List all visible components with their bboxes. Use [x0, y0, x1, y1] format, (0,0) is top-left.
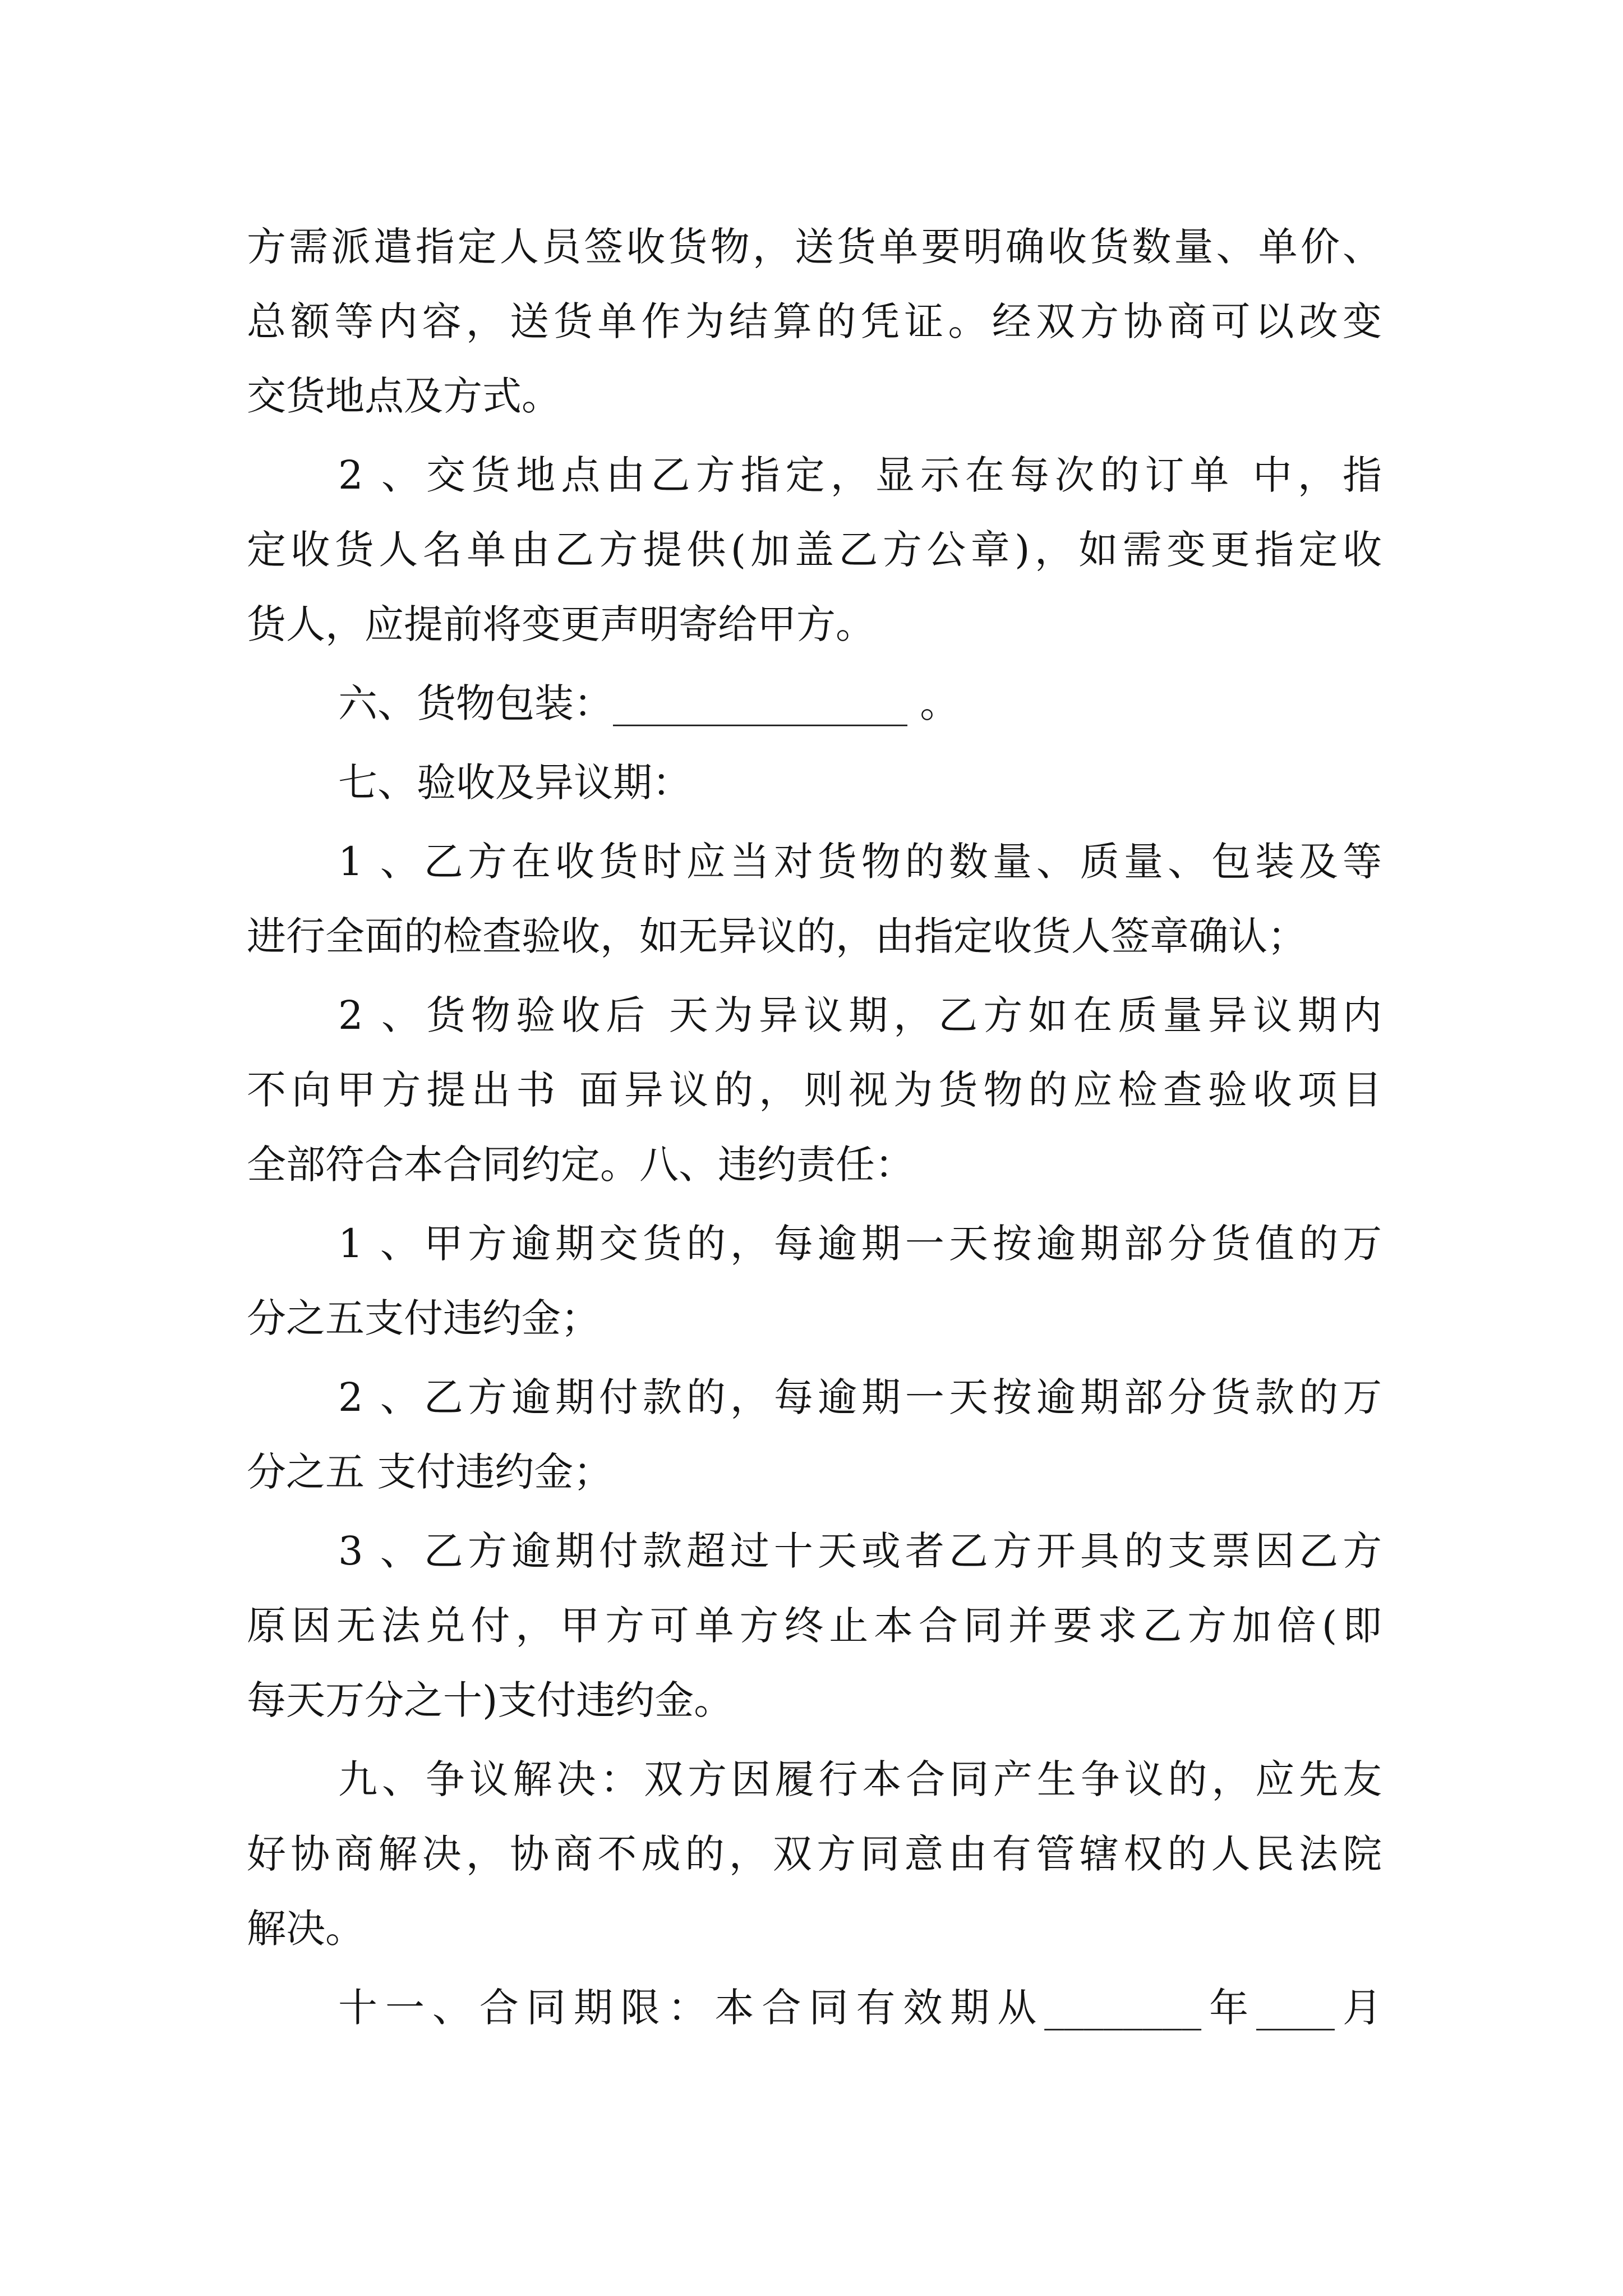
paragraph-liability-1 — [247, 1207, 1382, 1356]
text-line: 分之五支付违约金； — [247, 1295, 600, 1341]
text-line: 分之五 支付违约金； — [247, 1449, 613, 1495]
paragraph-contract-term — [247, 1971, 1382, 2045]
text-line: 进行全面的检查验收，如无异议的，由指定收货人签章确认； — [247, 913, 1307, 959]
text-line: 好协商解决，协商不成的，双方同意由有管辖权的人民法院 — [247, 1831, 1382, 1877]
paragraph-liability-2 — [247, 1360, 1382, 1510]
text-line: 解决。 — [247, 1906, 365, 1952]
paragraph-delivery-location — [247, 438, 1382, 662]
document-body — [247, 210, 1382, 2045]
text-line: 九、争议解决：双方因履行本合同产生争议的，应先友 — [338, 1756, 1382, 1802]
text-line: 定收货人名单由乙方提供(加盖乙方公章)，如需变更指定收 — [247, 527, 1382, 573]
text-line: 总额等内容，送货单作为结算的凭证。经双方协商可以改变 — [247, 298, 1382, 344]
text-line: 1 、乙方在收货时应当对货物的数量、质量、包装及等 — [338, 839, 1382, 885]
section-heading-packaging — [247, 666, 1382, 741]
text-line: 2 、乙方逾期付款的，每逾期一天按逾期部分货款的万 — [338, 1374, 1382, 1420]
paragraph-dispute-resolution — [247, 1742, 1382, 1966]
paragraph-acceptance-2 — [247, 978, 1382, 1202]
text-line: 七、验收及异议期： — [338, 760, 691, 806]
text-line: 不向甲方提出书 面异议的，则视为货物的应检查验收项目 — [247, 1067, 1382, 1113]
text-line: 交货地点及方式。 — [247, 373, 561, 419]
text-line: 货人，应提前将变更声明寄给甲方。 — [247, 601, 875, 647]
text-line: 全部符合本合同约定。八、违约责任： — [247, 1142, 914, 1188]
paragraph-delivery-continued — [247, 210, 1382, 434]
text-line: 十一、合同期限：本合同有效期从________年____月 — [338, 1985, 1382, 2031]
text-line: 方需派遣指定人员签收货物，送货单要明确收货数量、单价、 — [247, 224, 1382, 270]
section-heading-acceptance — [247, 746, 1382, 820]
paragraph-liability-3 — [247, 1514, 1382, 1738]
text-line: 原因无法兑付，甲方可单方终止本合同并要求乙方加倍(即 — [247, 1603, 1382, 1649]
text-line: 2 、货物验收后 天为异议期，乙方如在质量异议期内 — [338, 992, 1382, 1038]
text-line: 1 、甲方逾期交货的，每逾期一天按逾期部分货值的万 — [338, 1221, 1382, 1267]
text-line: 每天万分之十)支付违约金。 — [247, 1677, 734, 1723]
paragraph-acceptance-1 — [247, 825, 1382, 974]
text-line: 2 、交货地点由乙方指定，显示在每次的订单 中，指 — [338, 452, 1382, 498]
text-line: 3 、乙方逾期付款超过十天或者乙方开具的支票因乙方 — [338, 1528, 1382, 1574]
text-line: 六、货物包装：_______________ 。 — [338, 680, 960, 726]
